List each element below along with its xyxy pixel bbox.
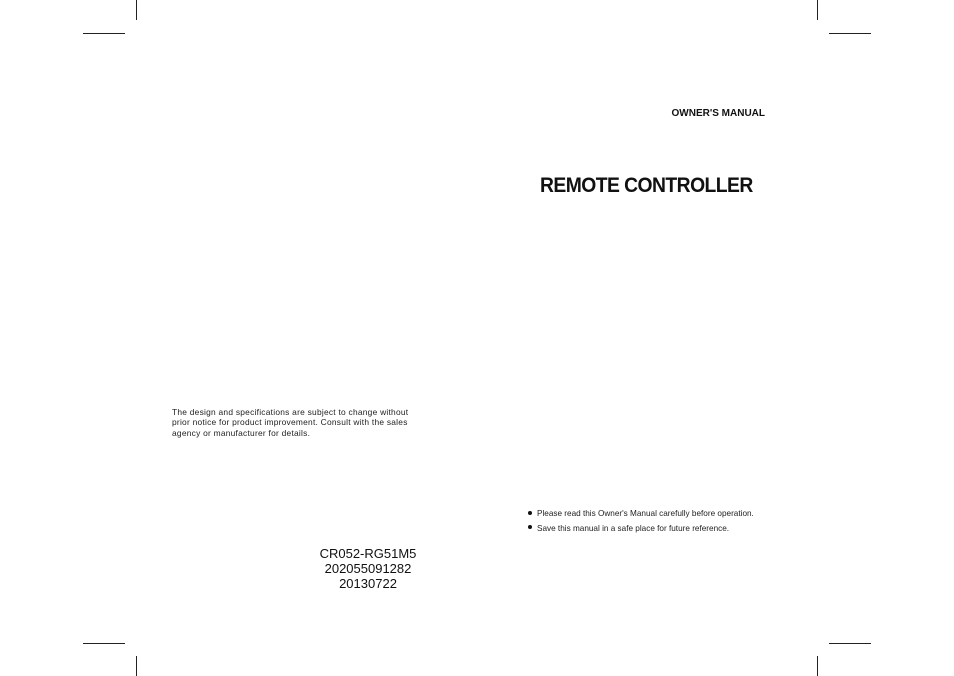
- crop-mark-bottom-right-vertical: [817, 656, 818, 676]
- note-text: Please read this Owner's Manual carefully before operation.: [537, 509, 754, 518]
- crop-mark-bottom-left-horizontal: [83, 643, 125, 644]
- bullet-icon: [528, 525, 532, 529]
- bullet-icon: [528, 511, 532, 515]
- crop-mark-bottom-right-horizontal: [829, 643, 871, 644]
- crop-mark-top-left-vertical: [136, 0, 137, 20]
- part-number: 202055091282: [324, 561, 412, 576]
- disclaimer-line: prior notice for product improvement. Consult with the sales: [172, 417, 408, 428]
- note-text: Save this manual in a safe place for future reference.: [537, 523, 730, 533]
- disclaimer-line: The design and specifications are subject to change without: [172, 407, 409, 417]
- crop-mark-bottom-left-vertical: [136, 656, 137, 676]
- owners-manual-label: OWNER'S MANUAL: [671, 108, 765, 119]
- model-number: CR052-RG51M5: [319, 546, 417, 561]
- date-code: 20130722: [339, 576, 397, 591]
- disclaimer-text: [172, 407, 442, 438]
- crop-mark-top-right-horizontal: [829, 33, 871, 34]
- document-title: REMOTE CONTROLLER: [540, 174, 753, 197]
- crop-mark-top-left-horizontal: [83, 33, 125, 34]
- product-codes: [298, 546, 438, 591]
- crop-mark-top-right-vertical: [817, 0, 818, 20]
- note-item: [528, 522, 754, 537]
- disclaimer-line: agency or manufacturer for details.: [172, 427, 311, 438]
- notes-list: [528, 507, 754, 536]
- note-item: [528, 507, 754, 522]
